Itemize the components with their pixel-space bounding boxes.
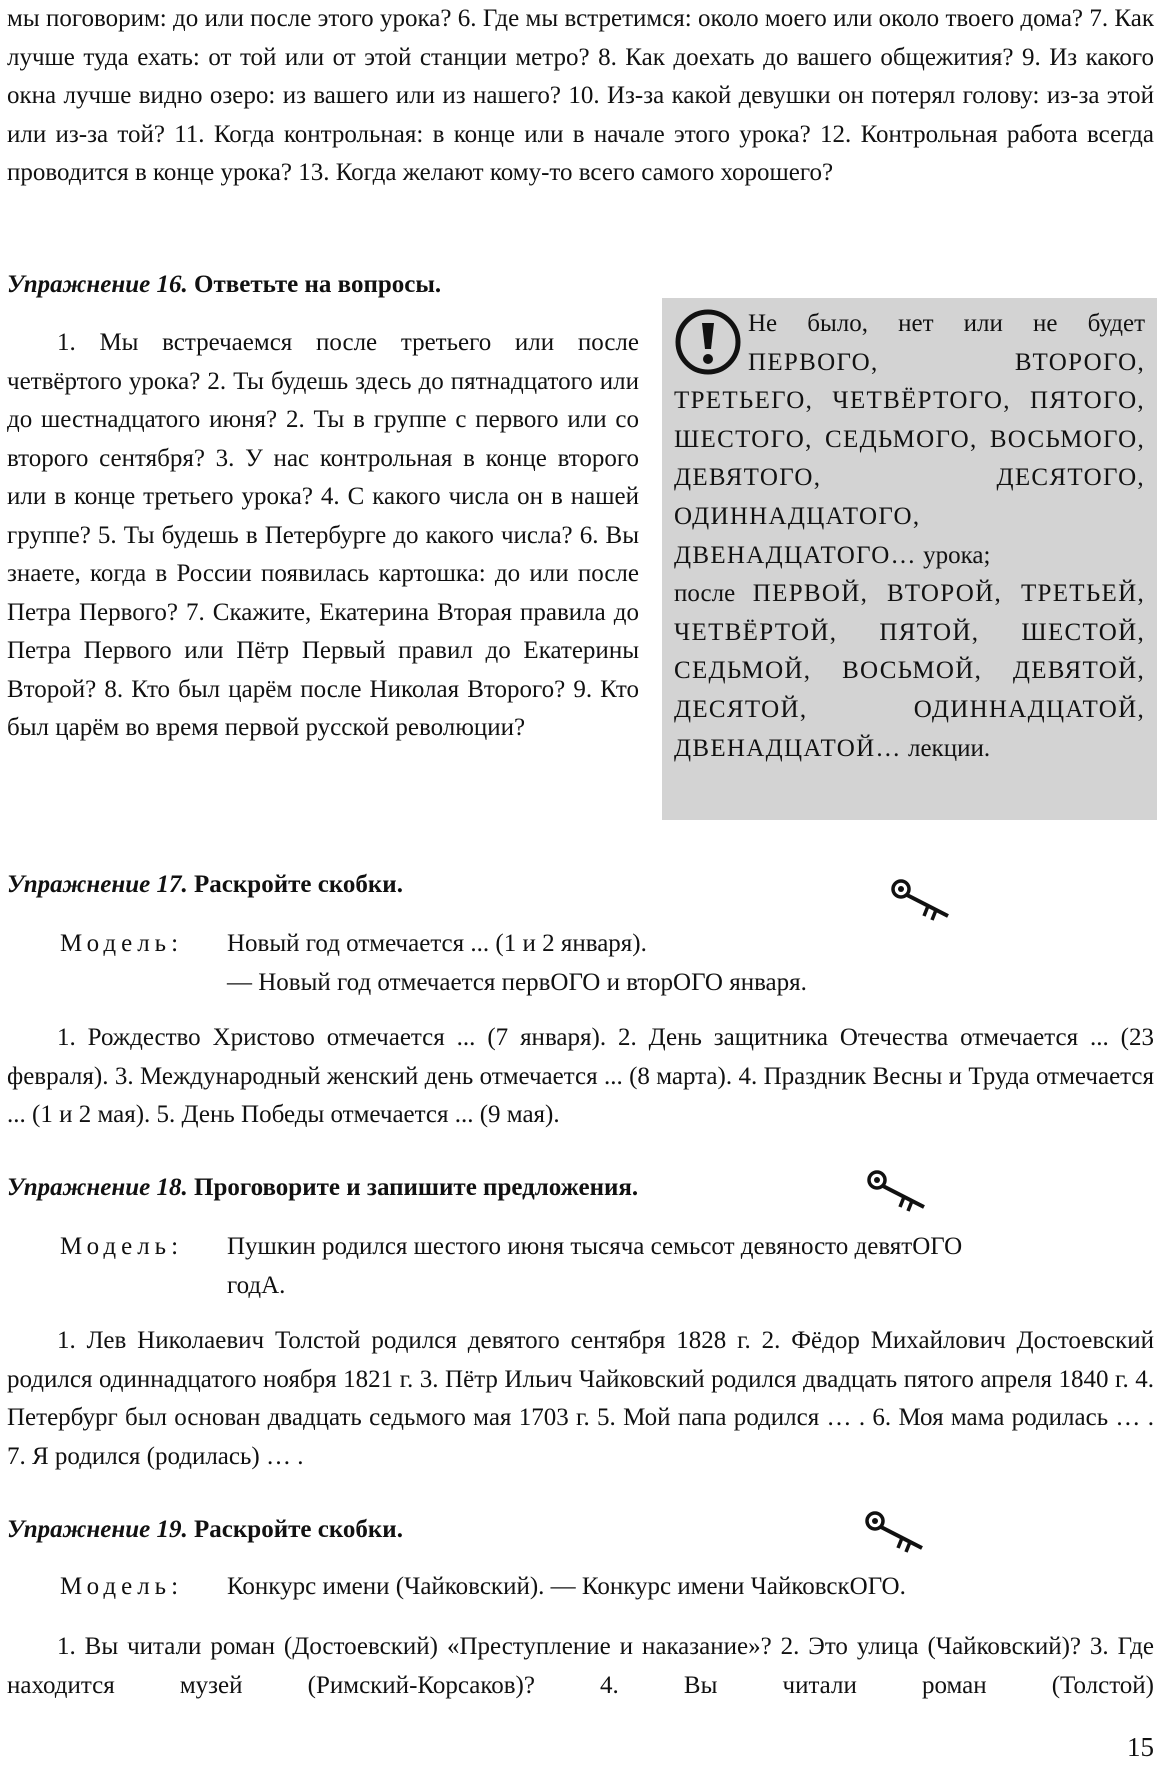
key-icon (864, 1508, 930, 1556)
exercise-18-title: Упражнение 18. (7, 1174, 188, 1201)
exercise-16-instruction: Ответьте на вопросы. (194, 271, 442, 298)
exercise-18-model-label: Модель: (60, 1233, 184, 1260)
exercise-16-heading (7, 266, 441, 305)
note-lesson: урока; (923, 541, 991, 569)
exercise-17-model-text (227, 925, 1047, 1002)
exercise-16-text: 1. Мы встречаемся после третьего или после четвёртого урока? 2. Ты будешь здесь до пятнадцатого или до шестнадцатого июня? 2. Ты в группе с первого или со второго сентября? 3. У нас контрольная в конце второго или в конце третьего урока? 4. С какого числа он в нашей группе? 5. Ты будешь в Петербурге до какого числа? 6. Вы знаете, когда в России появилась картошка: до или после Петра Первого? 7. Скажите, Екатерина Вторая правила до Петра Первого или Пётр Первый правил до Екатерины Второй? 8. Кто был царём после Николая Второго? 9. Кто был царём во время первой русской революции? (7, 329, 639, 741)
exercise-18-heading (7, 1169, 638, 1208)
note-after: после (674, 580, 736, 608)
exercise-17-instruction: Раскройте скобки. (194, 871, 403, 898)
exercise-18-model-text: Пушкин родился шестого июня тысяча семьсот девяносто девятОГО годА. (227, 1233, 963, 1299)
exercise-17-title: Упражнение 17. (7, 871, 188, 898)
grammar-note-box (662, 298, 1157, 820)
exercise-19-heading (7, 1511, 403, 1550)
exercise-18-instruction: Проговорите и запишите предложения. (194, 1174, 639, 1201)
exercise-16-title: Упражнение 16. (7, 271, 188, 298)
note-intro: Не было, нет или не будет (748, 310, 1145, 337)
exercise-19-model-label: Модель: (60, 1573, 184, 1600)
exercise-17-model-line-1: Новый год отмечается ... (1 и 2 января). (227, 930, 647, 957)
page-number: 15 (1127, 1732, 1154, 1762)
exercise-19-instruction: Раскройте скобки. (194, 1516, 403, 1543)
note-caps-genitive: ПЕРВОГО, ВТОРОГО, ТРЕТЬЕГО, ЧЕТВЁРТОГО, ПЯТОГО, ШЕСТОГО, СЕДЬМОГО, ВОСЬМОГО, ДЕВЯТОГО, ДЕСЯТОГО, ОДИННАДЦАТОГО, ДВЕНАДЦАТОГО… (674, 348, 1145, 569)
note-lecture: лекции. (907, 734, 991, 762)
exercise-19-title: Упражнение 19. (7, 1516, 188, 1543)
exercise-17-model-line-2: — Новый год отмечается первОГО и вторОГО января. (227, 968, 807, 996)
note-caps-feminine: ПЕРВОЙ, ВТОРОЙ, ТРЕТЬЕЙ, ЧЕТВЁРТОЙ, ПЯТОЙ, ШЕСТОЙ, СЕДЬМОЙ, ВОСЬМОЙ, ДЕВЯТОЙ, ДЕСЯТОЙ, ОДИННАДЦАТОЙ, ДВЕНАДЦАТОЙ… (674, 580, 1145, 762)
exercise-17-text: 1. Рождество Христово отмечается ... (7 января). 2. День защитника Отечества отмечается ... (23 февраля). 3. Международный женский день отмечается ... (8 марта). 4. Праздник Весны и Труда отмечается ... (1 и 2 мая). 5. День Победы отмечается ... (9 мая). (7, 1024, 1154, 1128)
note-text (674, 305, 1145, 768)
exercise-17-model-label: Модель: (60, 930, 184, 957)
exercise-18-text: 1. Лев Николаевич Толстой родился девятого сентября 1828 г. 2. Фёдор Михайлович Достоевский родился одиннадцатого ноября 1821 г. 3. Пётр Ильич Чайковский родился двадцать пятого апреля 1840 г. 4. Петербург был основан двадцать седьмого мая 1703 г. 5. Мой папа родился … . 6. Моя мама родилась … . 7. Я родился (родилась) … . (7, 1327, 1154, 1470)
exercise-19-model-text: Конкурс имени (Чайковский). — Конкурс имени ЧайковскОГО. (227, 1573, 906, 1600)
key-icon (890, 876, 956, 924)
exclamation-circle-icon (674, 307, 742, 377)
exercise-19-text: 1. Вы читали роман (Достоевский) «Преступление и наказание»? 2. Это улица (Чайковский)? 3. Где находится музей (Римский-Корсаков)? 4. Вы читали роман (Толстой) (7, 1633, 1154, 1699)
exercise-17-heading (7, 866, 403, 905)
key-icon (866, 1167, 932, 1215)
intro-paragraph: мы поговорим: до или после этого урока? 6. Где мы встретимся: около моего или около твоего дома? 7. Как лучше туда ехать: от той или от этой станции метро? 8. Как доехать до вашего общежития? 9. Из какого окна лучше видно озеро: из вашего или из нашего? 10. Из-за какой девушки он потерял голову: из-за этой или из-за той? 11. Когда контрольная: в конце или в начале этого урока? 12. Контрольная работа всегда проводится в конце урока? 13. Когда желают кому-то всего самого хорошего? (7, 5, 1154, 186)
